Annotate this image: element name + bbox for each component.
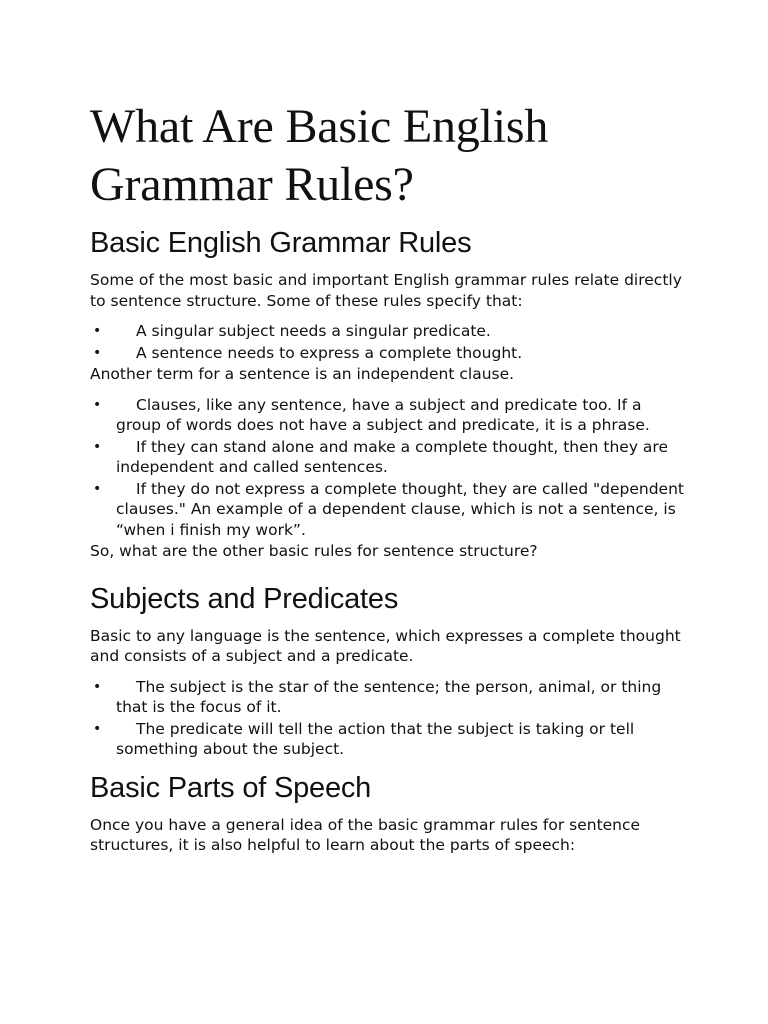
bullet-glyph: •: [93, 720, 102, 737]
bullet-glyph: •: [93, 480, 102, 497]
list-item-text: The predicate will tell the action that the subject is taking or tell something about the subject.: [116, 719, 635, 758]
section-intro-paragraph: Once you have a general idea of the basic grammar rules for sentence structures, it is also helpful to learn about the parts of speech:: [90, 815, 641, 854]
bullet-glyph: •: [93, 344, 102, 361]
section-heading-basic-rules: Basic English Grammar Rules: [90, 227, 472, 259]
bullet-list: [90, 321, 690, 363]
list-item-text: If they can stand alone and make a complete thought, then they are independent and called sentences.: [116, 437, 668, 476]
list-item-text: Clauses, like any sentence, have a subject and predicate too. If a group of words does not have a subject and predicate, it is a phrase.: [116, 395, 650, 434]
bullet-glyph: •: [93, 396, 102, 413]
bullet-glyph: •: [93, 323, 102, 339]
list-item: [90, 719, 690, 760]
bullet-glyph: •: [93, 438, 102, 455]
section-intro-paragraph: Basic to any language is the sentence, which expresses a complete thought and consists of a subject and a predicate.: [90, 626, 681, 665]
body-paragraph: Another term for a sentence is an independent clause.: [90, 365, 515, 383]
list-item: [90, 479, 690, 541]
list-item-text: A singular subject needs a singular predicate.: [136, 322, 491, 340]
page-title: What Are Basic English Grammar Rules?: [90, 100, 549, 211]
document-page: [90, 98, 690, 866]
list-item: [90, 395, 690, 436]
section-intro-paragraph: Some of the most basic and important English grammar rules relate directly to sentence structure. Some of these rules specify that:: [90, 271, 682, 310]
list-item: [90, 677, 690, 718]
section-heading-parts-of-speech: Basic Parts of Speech: [90, 771, 372, 804]
list-item: [90, 437, 690, 478]
bullet-glyph: •: [93, 678, 102, 695]
bullet-list: [90, 677, 690, 760]
bullet-list: [90, 395, 690, 541]
section-heading-subjects-predicates: Subjects and Predicates: [90, 582, 399, 615]
list-item: [90, 343, 690, 364]
body-paragraph: So, what are the other basic rules for sentence structure?: [90, 542, 538, 560]
list-item: [90, 321, 690, 342]
list-item-text: A sentence needs to express a complete thought.: [136, 343, 523, 362]
list-item-text: If they do not express a complete thought, they are called "dependent clauses." An example of a dependent clause, which is not a sentence, is “when i finish my work”.: [116, 479, 684, 539]
list-item-text: The subject is the star of the sentence; the person, animal, or thing that is the focus of it.: [116, 677, 662, 716]
